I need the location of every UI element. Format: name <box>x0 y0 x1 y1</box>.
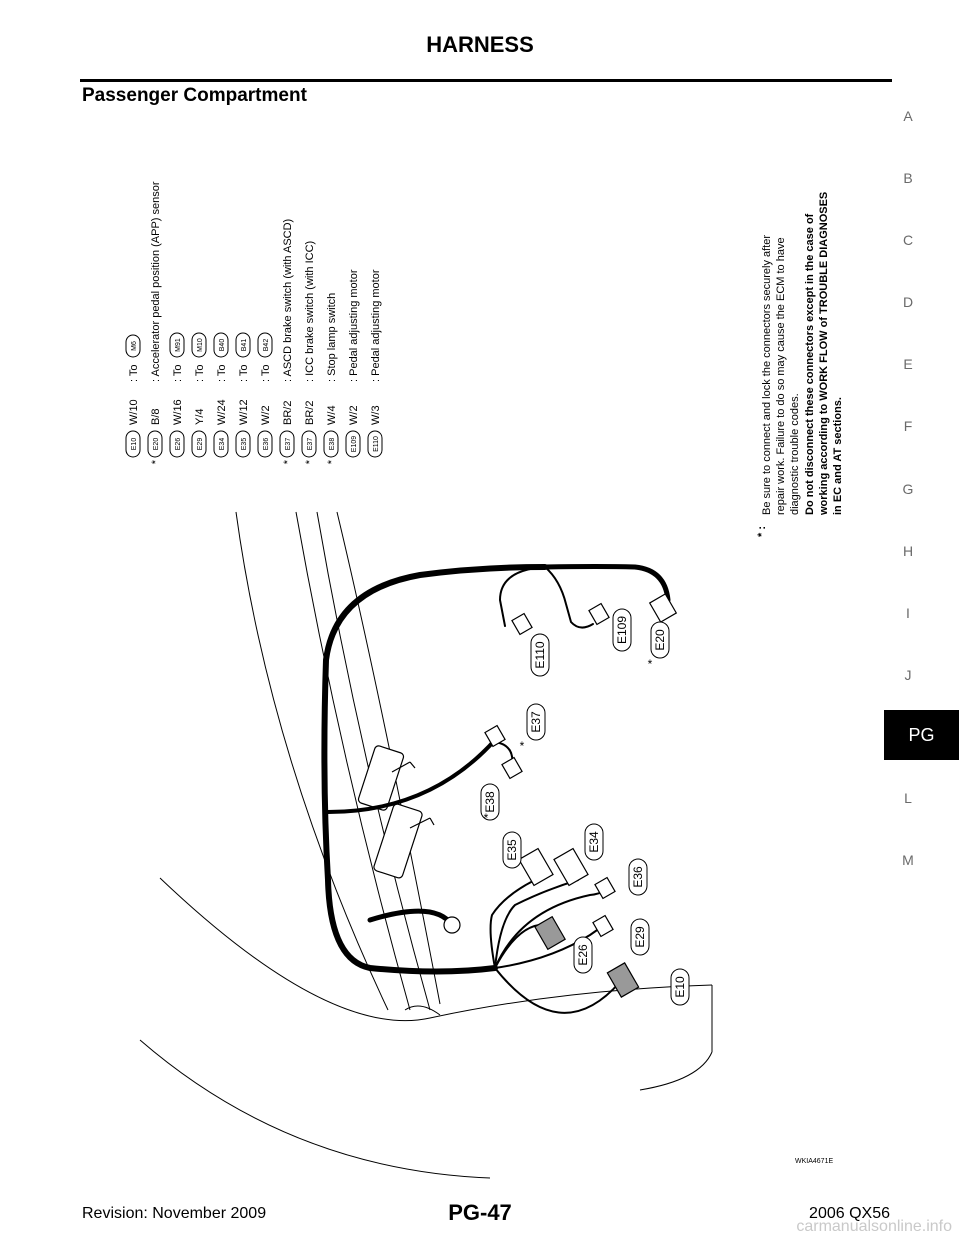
side-index-a[interactable]: A <box>903 108 913 124</box>
e34-connector-icon <box>554 849 588 886</box>
asterisk-e20: * <box>647 657 653 671</box>
footer-page-number: PG-47 <box>448 1200 512 1225</box>
svg-text:E38: E38 <box>329 437 336 451</box>
note-line-3: diagnostic trouble codes. <box>789 393 801 515</box>
svg-text:W/4: W/4 <box>326 405 338 425</box>
e20-connector-icon <box>650 594 677 622</box>
label-e109: E109 <box>615 615 629 645</box>
label-e20: E20 <box>653 629 667 651</box>
svg-text:B/8: B/8 <box>150 408 162 425</box>
svg-text:E20: E20 <box>153 437 160 451</box>
svg-text:E26: E26 <box>175 437 182 451</box>
side-index-j[interactable]: J <box>904 667 912 683</box>
label-e10: E10 <box>673 976 687 998</box>
note-line-4: Do not disconnect these connectors except in the case of <box>804 213 816 515</box>
side-index-d[interactable]: D <box>902 294 914 310</box>
footer-model: 2006 QX56 <box>809 1205 890 1222</box>
note-line-2: repair work. Failure to do so may cause the ECM to have <box>775 237 787 515</box>
note-line-5: working according to WORK FLOW of TROUBLE DIAGNOSES <box>818 191 830 515</box>
section-title: Passenger Compartment <box>82 85 307 106</box>
e109-connector-icon <box>589 604 609 625</box>
side-index-i[interactable]: I <box>906 605 910 621</box>
svg-text:E109: E109 <box>351 435 358 453</box>
svg-text:B42: B42 <box>263 338 270 352</box>
svg-text:: Pedal adjusting motor: : Pedal adjusting motor <box>348 269 360 382</box>
svg-text:E37: E37 <box>307 437 314 451</box>
side-index-l[interactable]: L <box>904 790 912 806</box>
trim-line-1 <box>236 512 388 1010</box>
e35-connector-icon <box>519 849 553 886</box>
panel-outline-corner <box>640 1052 712 1090</box>
svg-text:: To: : To <box>238 364 250 382</box>
svg-text:M91: M91 <box>175 338 182 352</box>
svg-text:: To: : To <box>128 364 140 382</box>
svg-text:: ICC brake switch (with ICC): : ICC brake switch (with ICC) <box>304 240 316 382</box>
side-index-b[interactable]: B <box>903 170 913 186</box>
asterisk-e37: * <box>519 739 525 753</box>
svg-text:E37: E37 <box>285 437 292 451</box>
label-e29: E29 <box>633 926 647 948</box>
label-e34: E34 <box>587 831 601 853</box>
svg-text:W/2: W/2 <box>260 405 272 425</box>
svg-text:W/2: W/2 <box>348 405 360 425</box>
e10-connector-icon <box>607 963 638 997</box>
legend-row-e110 <box>368 269 382 457</box>
svg-text:: To: : To <box>194 364 206 382</box>
legend-row-e37-ascd <box>280 219 294 465</box>
svg-text:B40: B40 <box>219 338 226 352</box>
svg-text:W/24: W/24 <box>216 399 228 425</box>
svg-text:W/16: W/16 <box>172 399 184 425</box>
svg-text:*: * <box>304 460 316 465</box>
side-index-h[interactable]: H <box>902 543 914 559</box>
svg-text:E110: E110 <box>373 436 380 452</box>
svg-text:: To: : To <box>172 364 184 382</box>
panel-outline-lower <box>140 1040 490 1178</box>
harness-branch-e34 <box>495 880 578 968</box>
svg-text:E35: E35 <box>241 437 248 451</box>
e110-connector-icon <box>512 614 532 635</box>
legend-row-e29 <box>192 333 206 457</box>
svg-text:: ASCD brake switch (with ASCD: : ASCD brake switch (with ASCD) <box>282 218 294 382</box>
figure-id: WKIA4671E <box>795 1158 834 1165</box>
svg-text:: To: : To <box>216 364 228 382</box>
svg-text:E36: E36 <box>263 437 270 451</box>
svg-text:E29: E29 <box>197 437 204 451</box>
harness-branch-e37-e38 <box>328 740 495 812</box>
side-index-g[interactable]: G <box>902 481 914 497</box>
e26-connector-icon <box>535 917 565 950</box>
legend-row-e34 <box>214 333 228 457</box>
svg-text:W/3: W/3 <box>370 405 382 425</box>
svg-text:*: * <box>326 460 338 465</box>
connector-legend <box>126 181 382 464</box>
legend-row-e10 <box>126 335 140 457</box>
svg-text:M10: M10 <box>197 338 204 352</box>
legend-row-e36 <box>258 333 272 457</box>
pedal-bracket-icons <box>357 745 434 879</box>
label-e38: E38 <box>483 791 497 813</box>
side-index-e[interactable]: E <box>903 356 913 372</box>
svg-text:B41: B41 <box>241 338 248 352</box>
label-e110: E110 <box>533 641 547 669</box>
svg-text:*: * <box>150 460 162 465</box>
asterisk-e38: * <box>483 811 489 825</box>
side-index-f[interactable]: F <box>903 418 913 434</box>
e38-connector-icon <box>502 758 522 779</box>
page-title: HARNESS <box>426 32 534 57</box>
svg-text:BR/2: BR/2 <box>304 400 316 425</box>
trim-curve <box>405 1006 440 1015</box>
side-index-m[interactable]: M <box>902 852 914 868</box>
watermark: carmanualsonline.info <box>796 1218 952 1235</box>
legend-row-e35 <box>236 333 250 457</box>
svg-text:: Pedal adjusting motor: : Pedal adjusting motor <box>370 269 382 382</box>
note-line-1: Be sure to connect and lock the connectors securely after <box>761 234 773 515</box>
label-e37: E37 <box>529 711 543 733</box>
harness-branch-e109 <box>545 567 593 628</box>
e36-connector-icon <box>595 878 615 899</box>
legend-row-e38 <box>324 293 338 465</box>
label-e36: E36 <box>631 866 645 888</box>
note-marker: * : <box>756 526 768 537</box>
svg-text:: Stop lamp switch: : Stop lamp switch <box>326 292 338 382</box>
harness-branch-e10 <box>495 968 620 1013</box>
note-line-6: in EC and AT sections. <box>832 397 844 515</box>
svg-text:*: * <box>282 460 294 465</box>
ground-point-icon <box>444 917 460 933</box>
svg-text:W/12: W/12 <box>238 399 250 425</box>
svg-text:M6: M6 <box>131 341 138 351</box>
panel-outline-mid <box>160 878 712 1021</box>
legend-row-e37-icc <box>302 241 316 464</box>
legend-row-e26 <box>170 333 184 457</box>
e29-connector-icon <box>593 916 613 937</box>
side-index-pg-active[interactable]: PG <box>884 710 959 760</box>
svg-text:BR/2: BR/2 <box>282 400 294 425</box>
svg-text:: Accelerator pedal position (: : Accelerator pedal position (APP) sensor <box>150 181 162 382</box>
svg-text:: To: : To <box>260 364 272 382</box>
footer-revision: Revision: November 2009 <box>82 1205 267 1222</box>
svg-text:Y/4: Y/4 <box>194 408 206 425</box>
svg-text:E34: E34 <box>219 437 226 451</box>
harness-ground-branch <box>370 911 452 925</box>
legend-row-e109 <box>346 269 360 457</box>
svg-text:W/10: W/10 <box>128 399 140 425</box>
connector-labels <box>481 609 689 1005</box>
note-block <box>756 192 844 537</box>
label-e26: E26 <box>576 944 590 966</box>
legend-row-e20 <box>148 181 162 464</box>
side-index-c[interactable]: C <box>902 232 914 248</box>
label-e35: E35 <box>505 839 519 861</box>
svg-text:E10: E10 <box>131 437 138 451</box>
